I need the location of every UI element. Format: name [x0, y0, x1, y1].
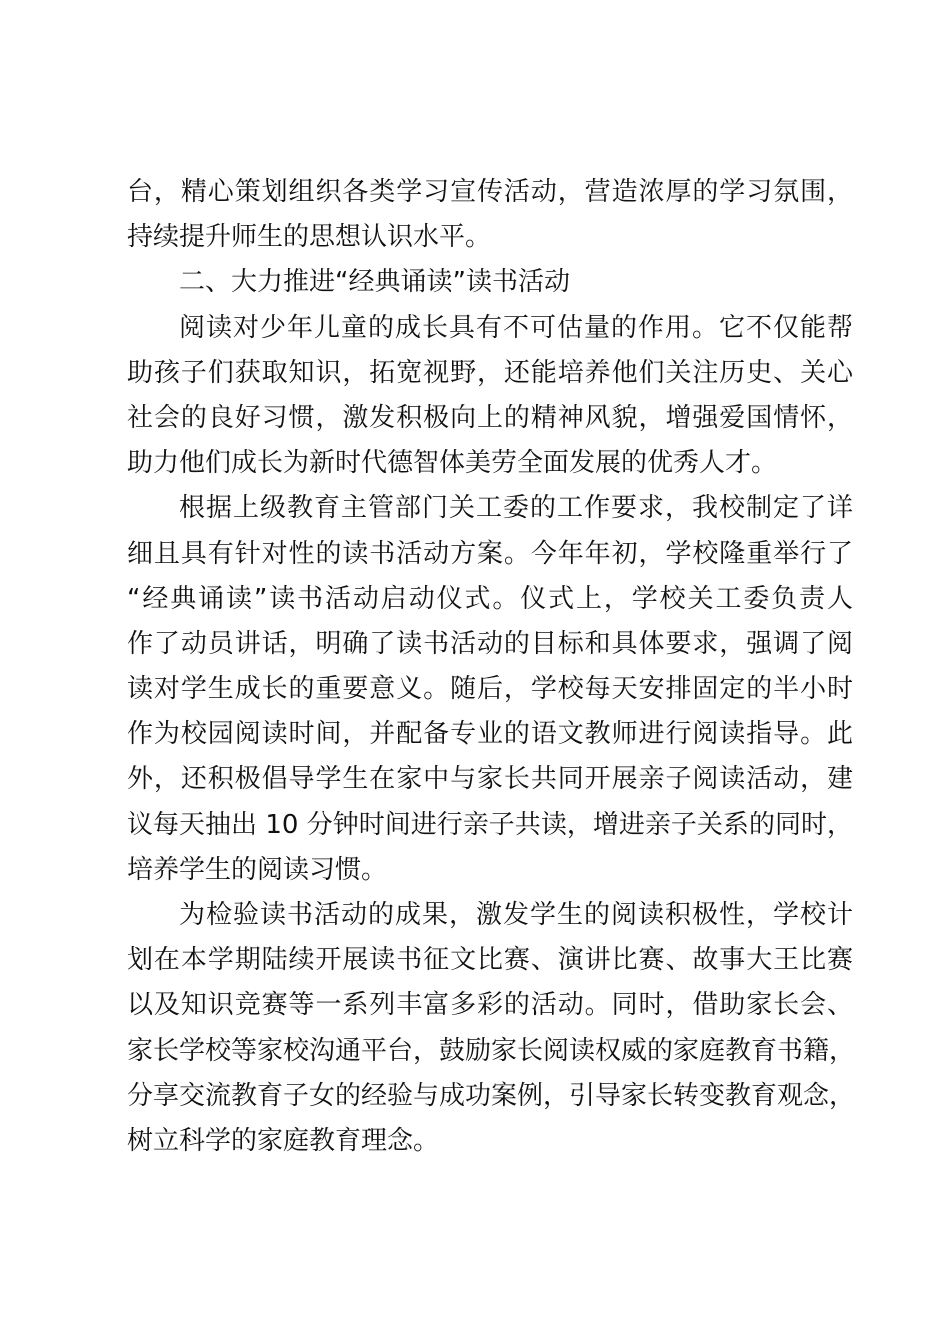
text-line: 外，还积极倡导学生在家中与家长共同开展亲子阅读活动，建: [127, 764, 853, 795]
section-heading: [127, 260, 853, 305]
text-line: 台，精心策划组织各类学习宣传活动，营造浓厚的学习氛围，: [127, 177, 853, 207]
text-line: 持续提升师生的思想认识水平。: [127, 222, 492, 253]
paragraph: [127, 486, 853, 893]
text-line: 助力他们成长为新时代德智体美劳全面发展的优秀人才。: [127, 448, 778, 479]
heading-text: 二、大力推进“经典诵读”读书活动: [179, 267, 570, 298]
text-line: 分享交流教育子女的经验与成功案例，引导家长转变教育观念，: [127, 1080, 856, 1111]
text-line: 家长学校等家校沟通平台，鼓励家长阅读权威的家庭教育书籍，: [127, 1035, 856, 1066]
text-line: 树立科学的家庭教育理念。: [127, 1125, 440, 1156]
text-line: “经典诵读”读书活动启动仪式。仪式上，学校关工委负责人: [127, 583, 853, 614]
text-line: 为检验读书活动的成果，激发学生的阅读积极性，学校计: [179, 900, 853, 930]
text-line: 阅读对少年儿童的成长具有不可估量的作用。它不仅能帮: [179, 312, 853, 343]
text-line: 助孩子们获取知识，拓宽视野，还能培养他们关注历史、关心: [127, 357, 853, 388]
paragraph: [127, 893, 856, 1164]
text-line: 根据上级教育主管部门关工委的工作要求，我校制定了详: [179, 493, 853, 524]
text-line: 以及知识竞赛等一系列丰富多彩的活动。同时，借助家长会、: [127, 990, 853, 1021]
text-line: 作了动员讲话，明确了读书活动的目标和具体要求，强调了阅: [127, 628, 853, 659]
text-line: 社会的良好习惯，激发积极向上的精神风貌，增强爱国情怀，: [127, 402, 853, 433]
text-line: 作为校园阅读时间，并配备专业的语文教师进行阅读指导。此: [127, 719, 853, 750]
document-body: [127, 170, 856, 1164]
text-line: 划在本学期陆续开展读书征文比赛、演讲比赛、故事大王比赛: [127, 945, 853, 976]
text-line: 细且具有针对性的读书活动方案。今年年初，学校隆重举行了: [127, 538, 853, 569]
paragraph-continuation: [127, 170, 853, 260]
text-line: 读对学生成长的重要意义。随后，学校每天安排固定的半小时: [127, 674, 853, 705]
text-line: 议每天抽出 10 分钟时间进行亲子共读，增进亲子关系的同时，: [127, 809, 853, 840]
paragraph: [127, 306, 853, 487]
text-line: 培养学生的阅读习惯。: [127, 854, 388, 885]
